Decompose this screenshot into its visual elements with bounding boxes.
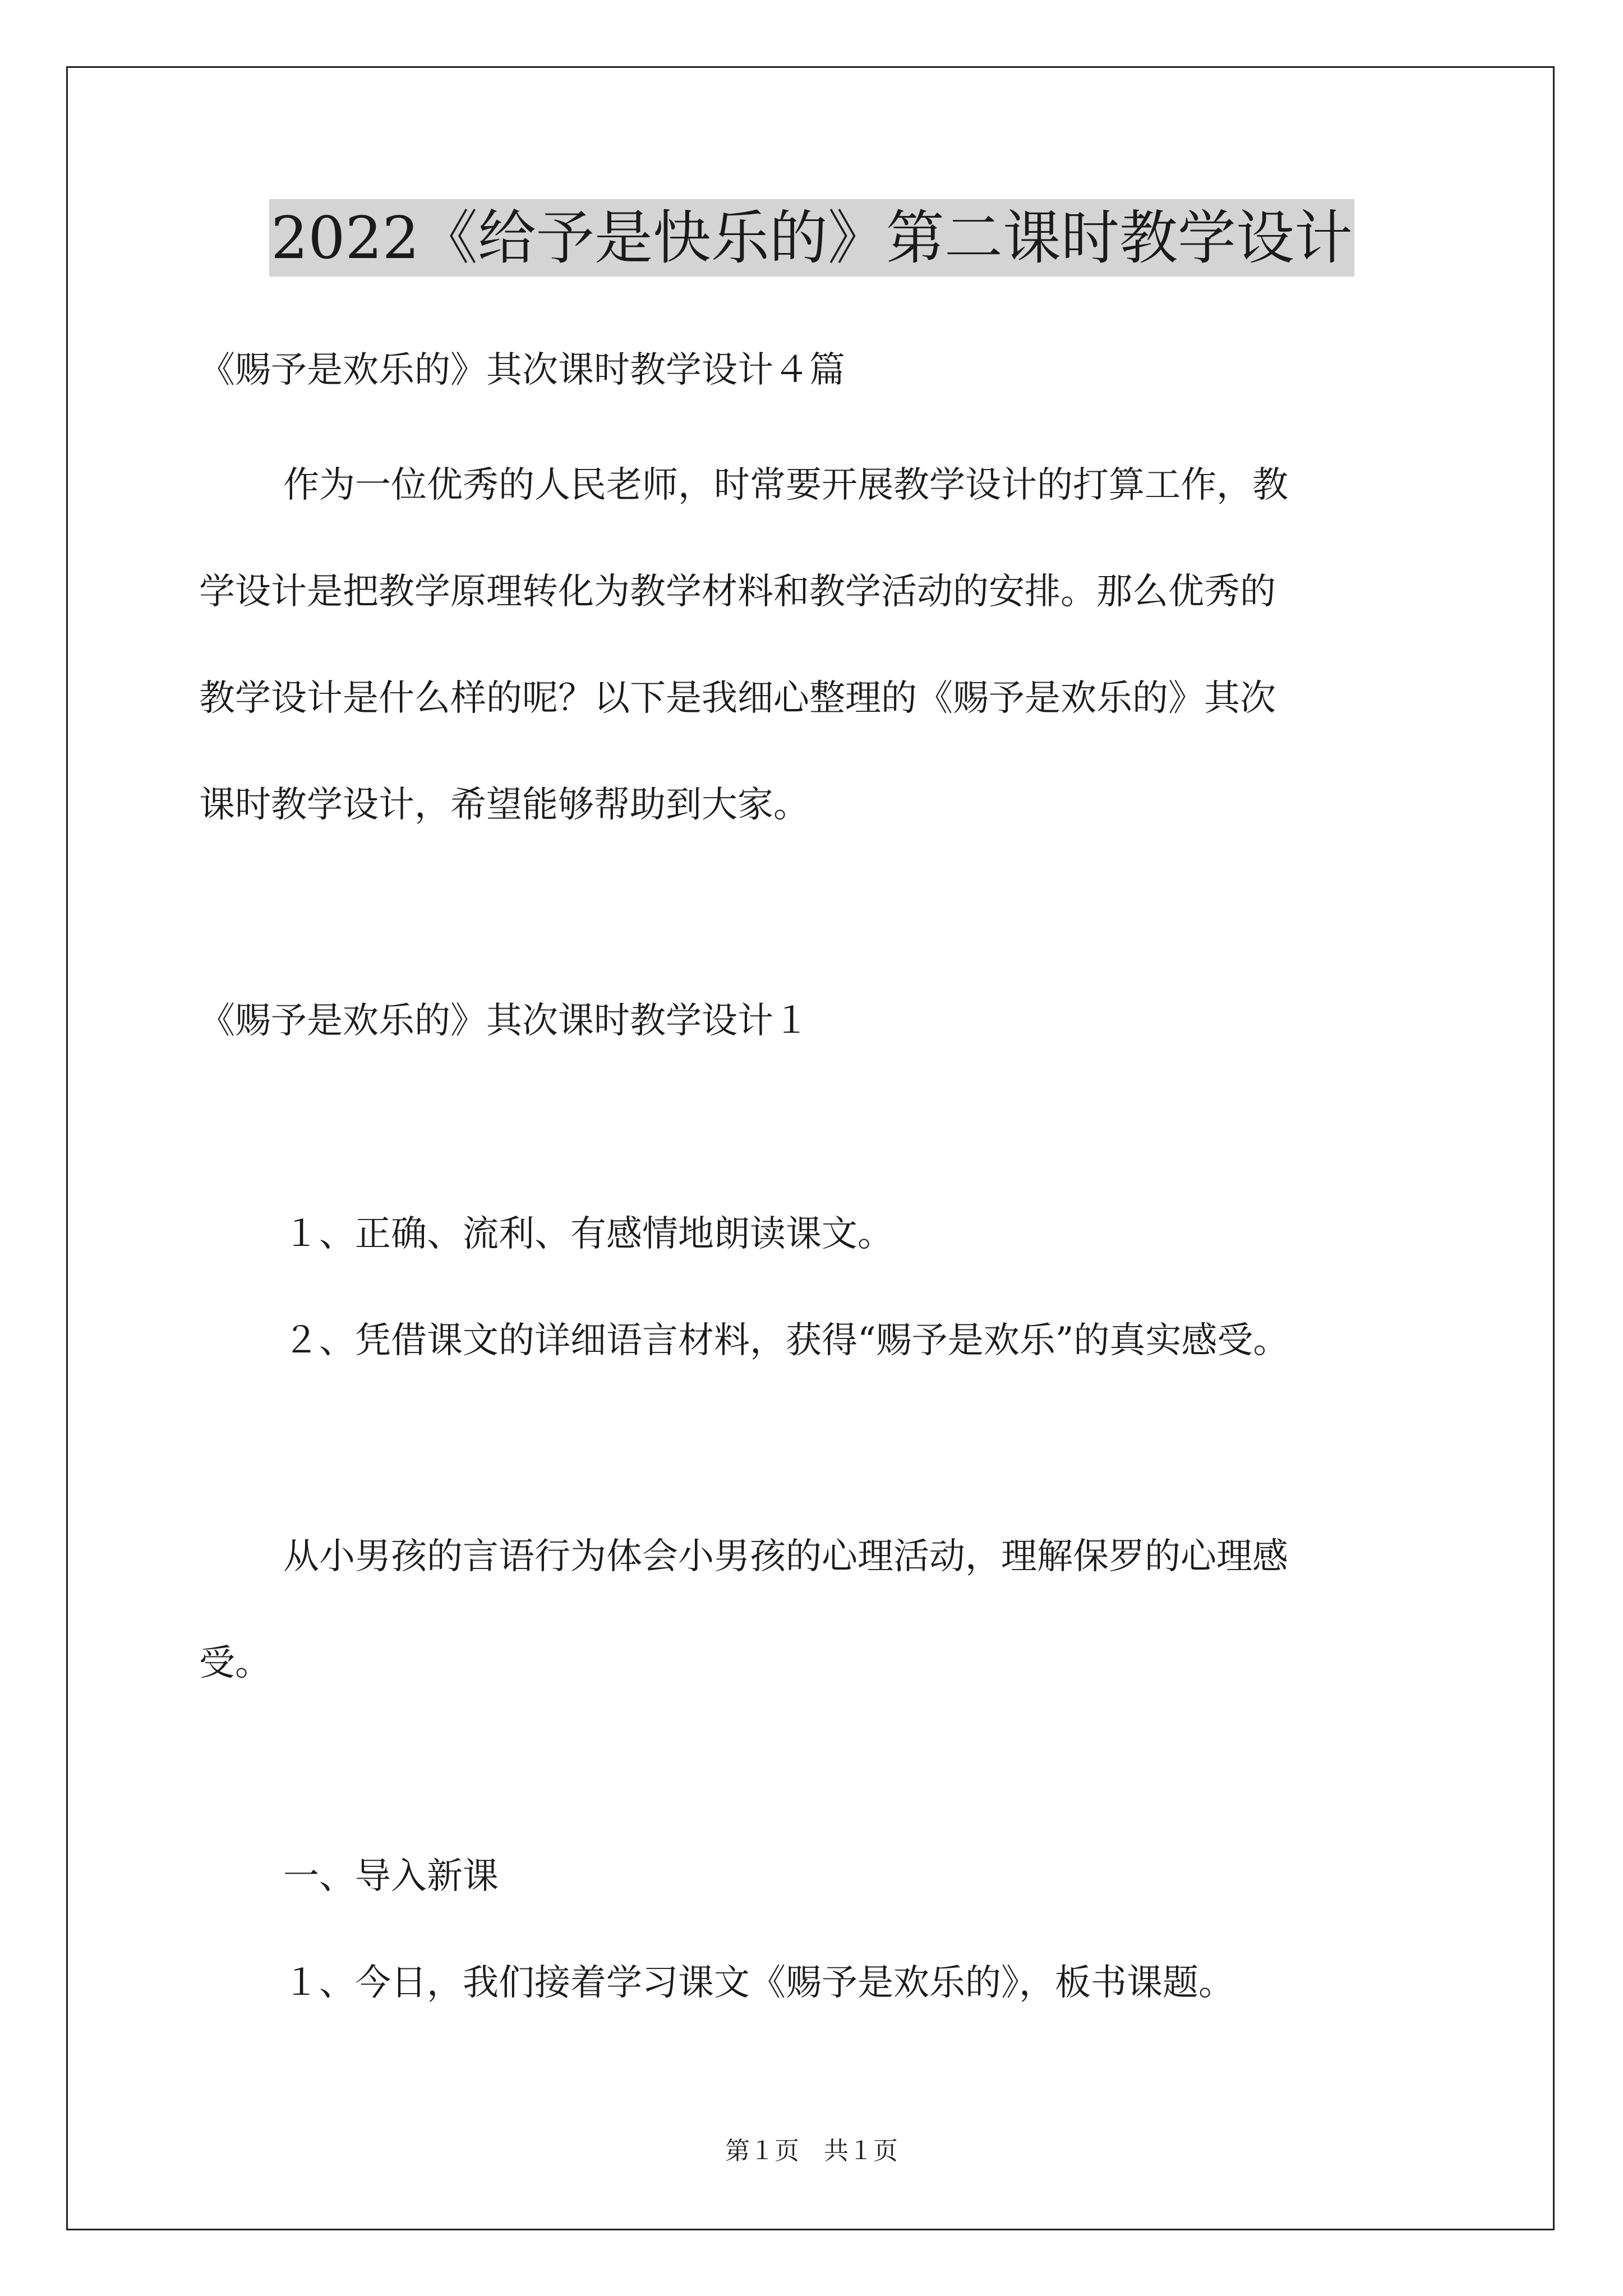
page-number-total: 共１页 [824,2137,898,2165]
document-title: 2022《给予是快乐的》第二课时教学设计 [269,199,1354,277]
page-number-current: 第１页 [725,2137,799,2165]
goal-item-2: ２、凭借课文的详细语言材料，获得“赐予是欢乐”的真实感受。 [283,1320,1289,1361]
step-heading: 一、导入新课 [283,1856,499,1897]
intro-line-2: 学设计是把教学原理转化为教学材料和教学活动的安排。那么优秀的 [199,571,1276,613]
document-subtitle: 《赐予是欢乐的》其次课时教学设计４篇 [199,349,845,391]
intro-line-1: 作为一位优秀的人民老师，时常要开展教学设计的打算工作，教 [283,464,1288,506]
section-heading: 《赐予是欢乐的》其次课时教学设计１ [199,1000,809,1042]
page-footer [0,2134,1623,2168]
step-item-1: １、今日，我们接着学习课文《赐予是欢乐的》，板书课题。 [283,1962,1234,2004]
intro-line-4: 课时教学设计，希望能够帮助到大家。 [199,784,809,826]
goal-item-1: １、正确、流利、有感情地朗读课文。 [283,1213,893,1255]
difficulty-line-1: 从小男孩的言语行为体会小男孩的心理活动，理解保罗的心理感 [283,1536,1288,1577]
difficulty-line-2: 受。 [199,1642,271,1684]
intro-line-3: 教学设计是什么样的呢？以下是我细心整理的《赐予是欢乐的》其次 [199,678,1276,719]
